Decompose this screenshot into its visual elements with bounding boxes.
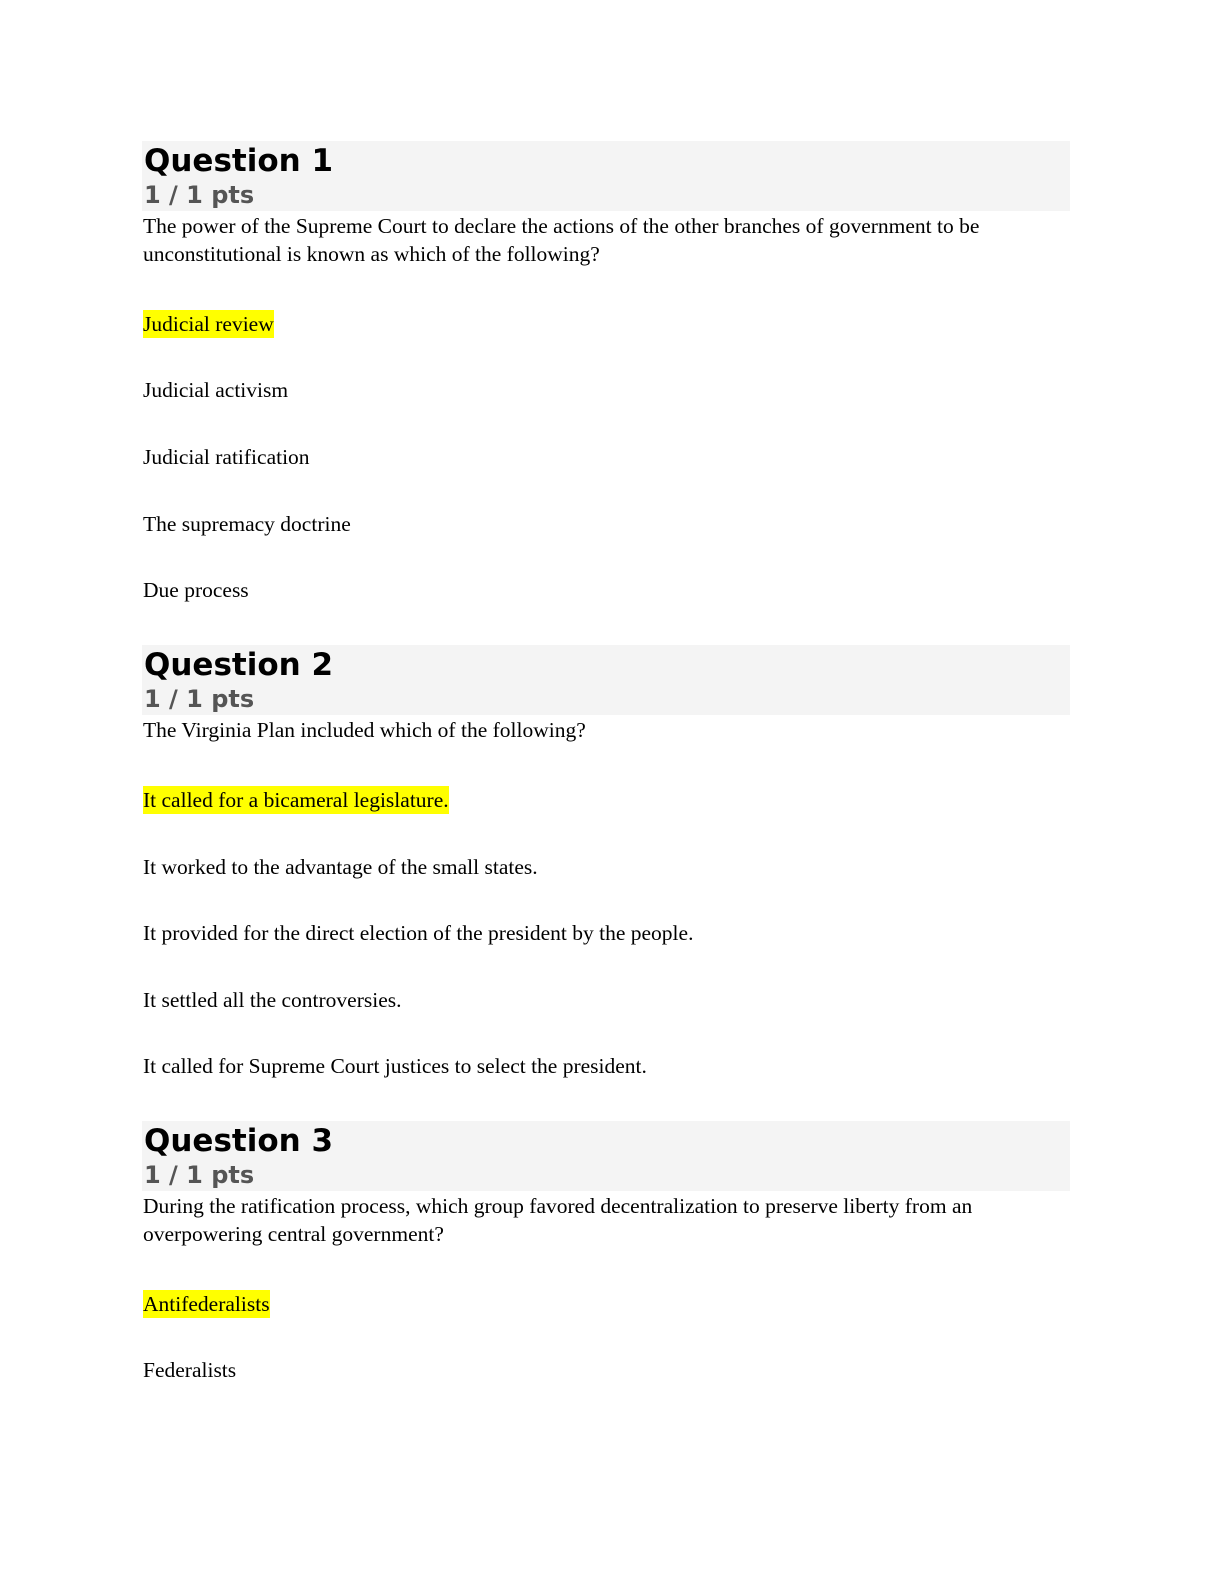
question-1-header bbox=[142, 141, 1070, 211]
answer-option: Judicial ratification bbox=[143, 445, 310, 469]
question-2-prompt: The Virginia Plan included which of the following? bbox=[143, 718, 586, 742]
answer-option: It called for Supreme Court justices to select the president. bbox=[143, 1054, 647, 1078]
answer-option-correct: Judicial review bbox=[143, 312, 274, 336]
question-3-header bbox=[142, 1121, 1070, 1191]
question-title: Question 1 bbox=[144, 143, 334, 179]
answer-option: Due process bbox=[143, 578, 249, 602]
question-2-header bbox=[142, 645, 1070, 715]
answer-option: It worked to the advantage of the small states. bbox=[143, 855, 538, 879]
answer-option-correct: Antifederalists bbox=[143, 1292, 270, 1316]
question-title: Question 3 bbox=[144, 1123, 334, 1159]
question-1-prompt: The power of the Supreme Court to declare the actions of the other branches of government to be unconstitutional is known as which of the following? bbox=[143, 214, 980, 266]
question-points: 1 / 1 pts bbox=[144, 181, 255, 209]
answer-option: Judicial activism bbox=[143, 378, 289, 402]
answer-option-correct: It called for a bicameral legislature. bbox=[143, 788, 449, 812]
question-points: 1 / 1 pts bbox=[144, 1161, 255, 1189]
answer-option: It settled all the controversies. bbox=[143, 988, 402, 1012]
answer-option: The supremacy doctrine bbox=[143, 512, 351, 536]
question-title: Question 2 bbox=[144, 647, 334, 683]
answer-option: It provided for the direct election of the president by the people. bbox=[143, 921, 694, 945]
question-3-prompt: During the ratification process, which group favored decentralization to preserve liberty from an overpowering central government? bbox=[143, 1194, 973, 1246]
question-points: 1 / 1 pts bbox=[144, 685, 255, 713]
answer-option: Federalists bbox=[143, 1358, 237, 1382]
